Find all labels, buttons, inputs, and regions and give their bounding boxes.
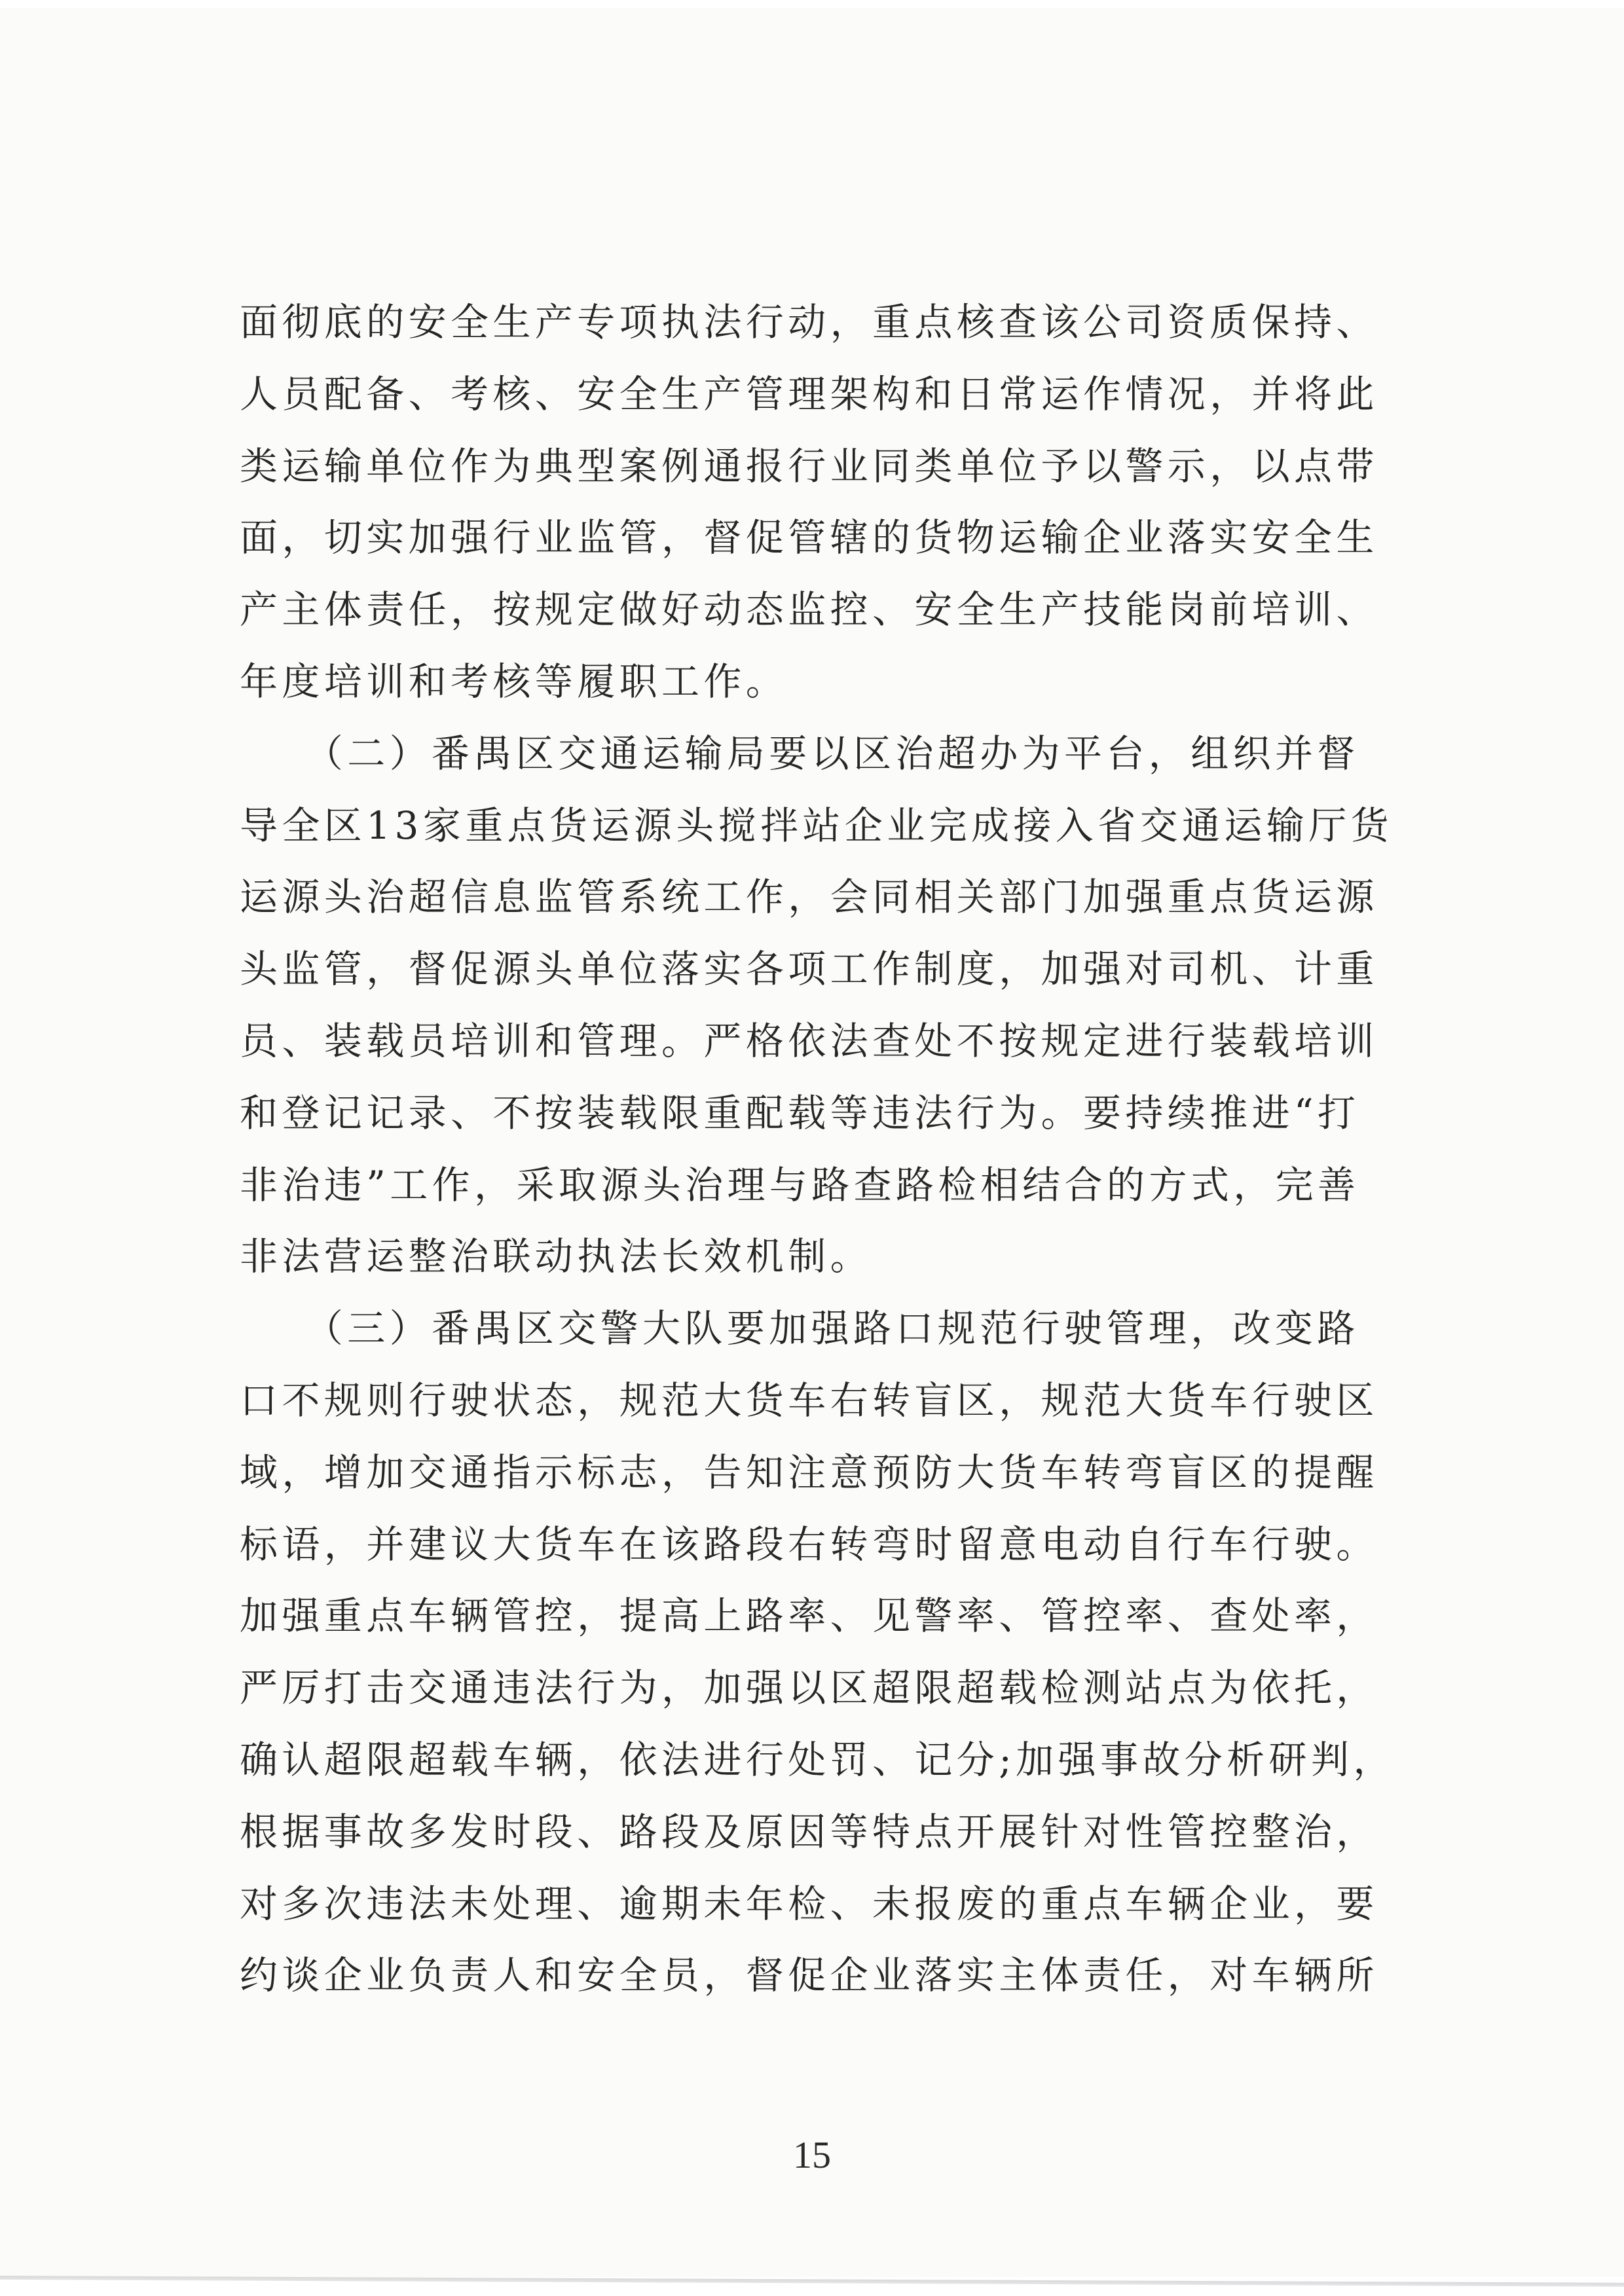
text-line: 运源头治超信息监管系统工作，会同相关部门加强重点货运源: [240, 875, 1378, 920]
text-line: 员、装载员培训和管理。严格依法查处不按规定进行装载培训: [240, 1018, 1378, 1063]
paragraph-section-2: [240, 727, 1471, 1302]
text-line: 域，增加交通指示标志，告知注意预防大货车转弯盲区的提醒: [240, 1449, 1378, 1495]
page-number: 15: [793, 2134, 831, 2176]
text-line: 类运输单位作为典型案例通报行业同类单位予以警示，以点带: [240, 443, 1378, 488]
text-line: 约谈企业负责人和安全员，督促企业落实主体责任，对车辆所: [240, 1953, 1378, 1998]
text-line: 面彻底的安全生产专项执法行动，重点核查该公司资质保持、: [240, 300, 1378, 344]
text-line: 非治违”工作，采取源头治理与路查路检相结合的方式，完善: [240, 1162, 1360, 1207]
text-line: 头监管，督促源头单位落实各项工作制度，加强对司机、计重: [240, 947, 1378, 992]
text-line: 对多次违法未处理、逾期未年检、未报废的重点车辆企业，要: [240, 1881, 1378, 1926]
text-line: 非法营运整治联动执法长效机制。: [240, 1234, 873, 1279]
text-line: 人员配备、考核、安全生产管理架构和日常运作情况，并将此: [240, 371, 1378, 416]
text-line: 面，切实加强行业监管，督促管辖的货物运输企业落实安全生: [240, 515, 1378, 560]
text-line: 和登记记录、不按装载限重配载等违法行为。要持续推进“打: [240, 1090, 1360, 1135]
text-line: 加强重点车辆管控，提高上路率、见警率、管控率、查处率，: [240, 1594, 1378, 1639]
text-line: （二）番禺区交通运输局要以区治超办为平台，组织并督: [240, 731, 1359, 776]
text-line: 严厉打击交通违法行为，加强以区超限超载检测站点为依托，: [240, 1666, 1378, 1711]
text-line: 确认超限超载车辆，依法进行处罚、记分;加强事故分析研判，: [240, 1737, 1395, 1782]
document-body: [240, 296, 1471, 2021]
text-line: （三）番禺区交警大队要加强路口规范行驶管理，改变路: [240, 1306, 1359, 1351]
text-line: 导全区13家重点货运源头搅拌站企业完成接入省交通运输厅货: [240, 803, 1393, 848]
text-line: 年度培训和考核等履职工作。: [240, 659, 788, 704]
text-line: 根据事故多发时段、路段及原因等特点开展针对性管控整治，: [240, 1809, 1378, 1854]
paragraph-continuation: [240, 296, 1471, 727]
text-line: 产主体责任，按规定做好动态监控、安全生产技能岗前培训、: [240, 587, 1378, 632]
text-line: 标语，并建议大货车在该路段右转弯时留意电动自行车行驶。: [240, 1522, 1378, 1567]
scan-bottom-edge: [0, 2276, 1624, 2287]
text-line: 口不规则行驶状态，规范大货车右转盲区，规范大货车行驶区: [240, 1377, 1378, 1423]
paragraph-section-3: [240, 1302, 1471, 2021]
